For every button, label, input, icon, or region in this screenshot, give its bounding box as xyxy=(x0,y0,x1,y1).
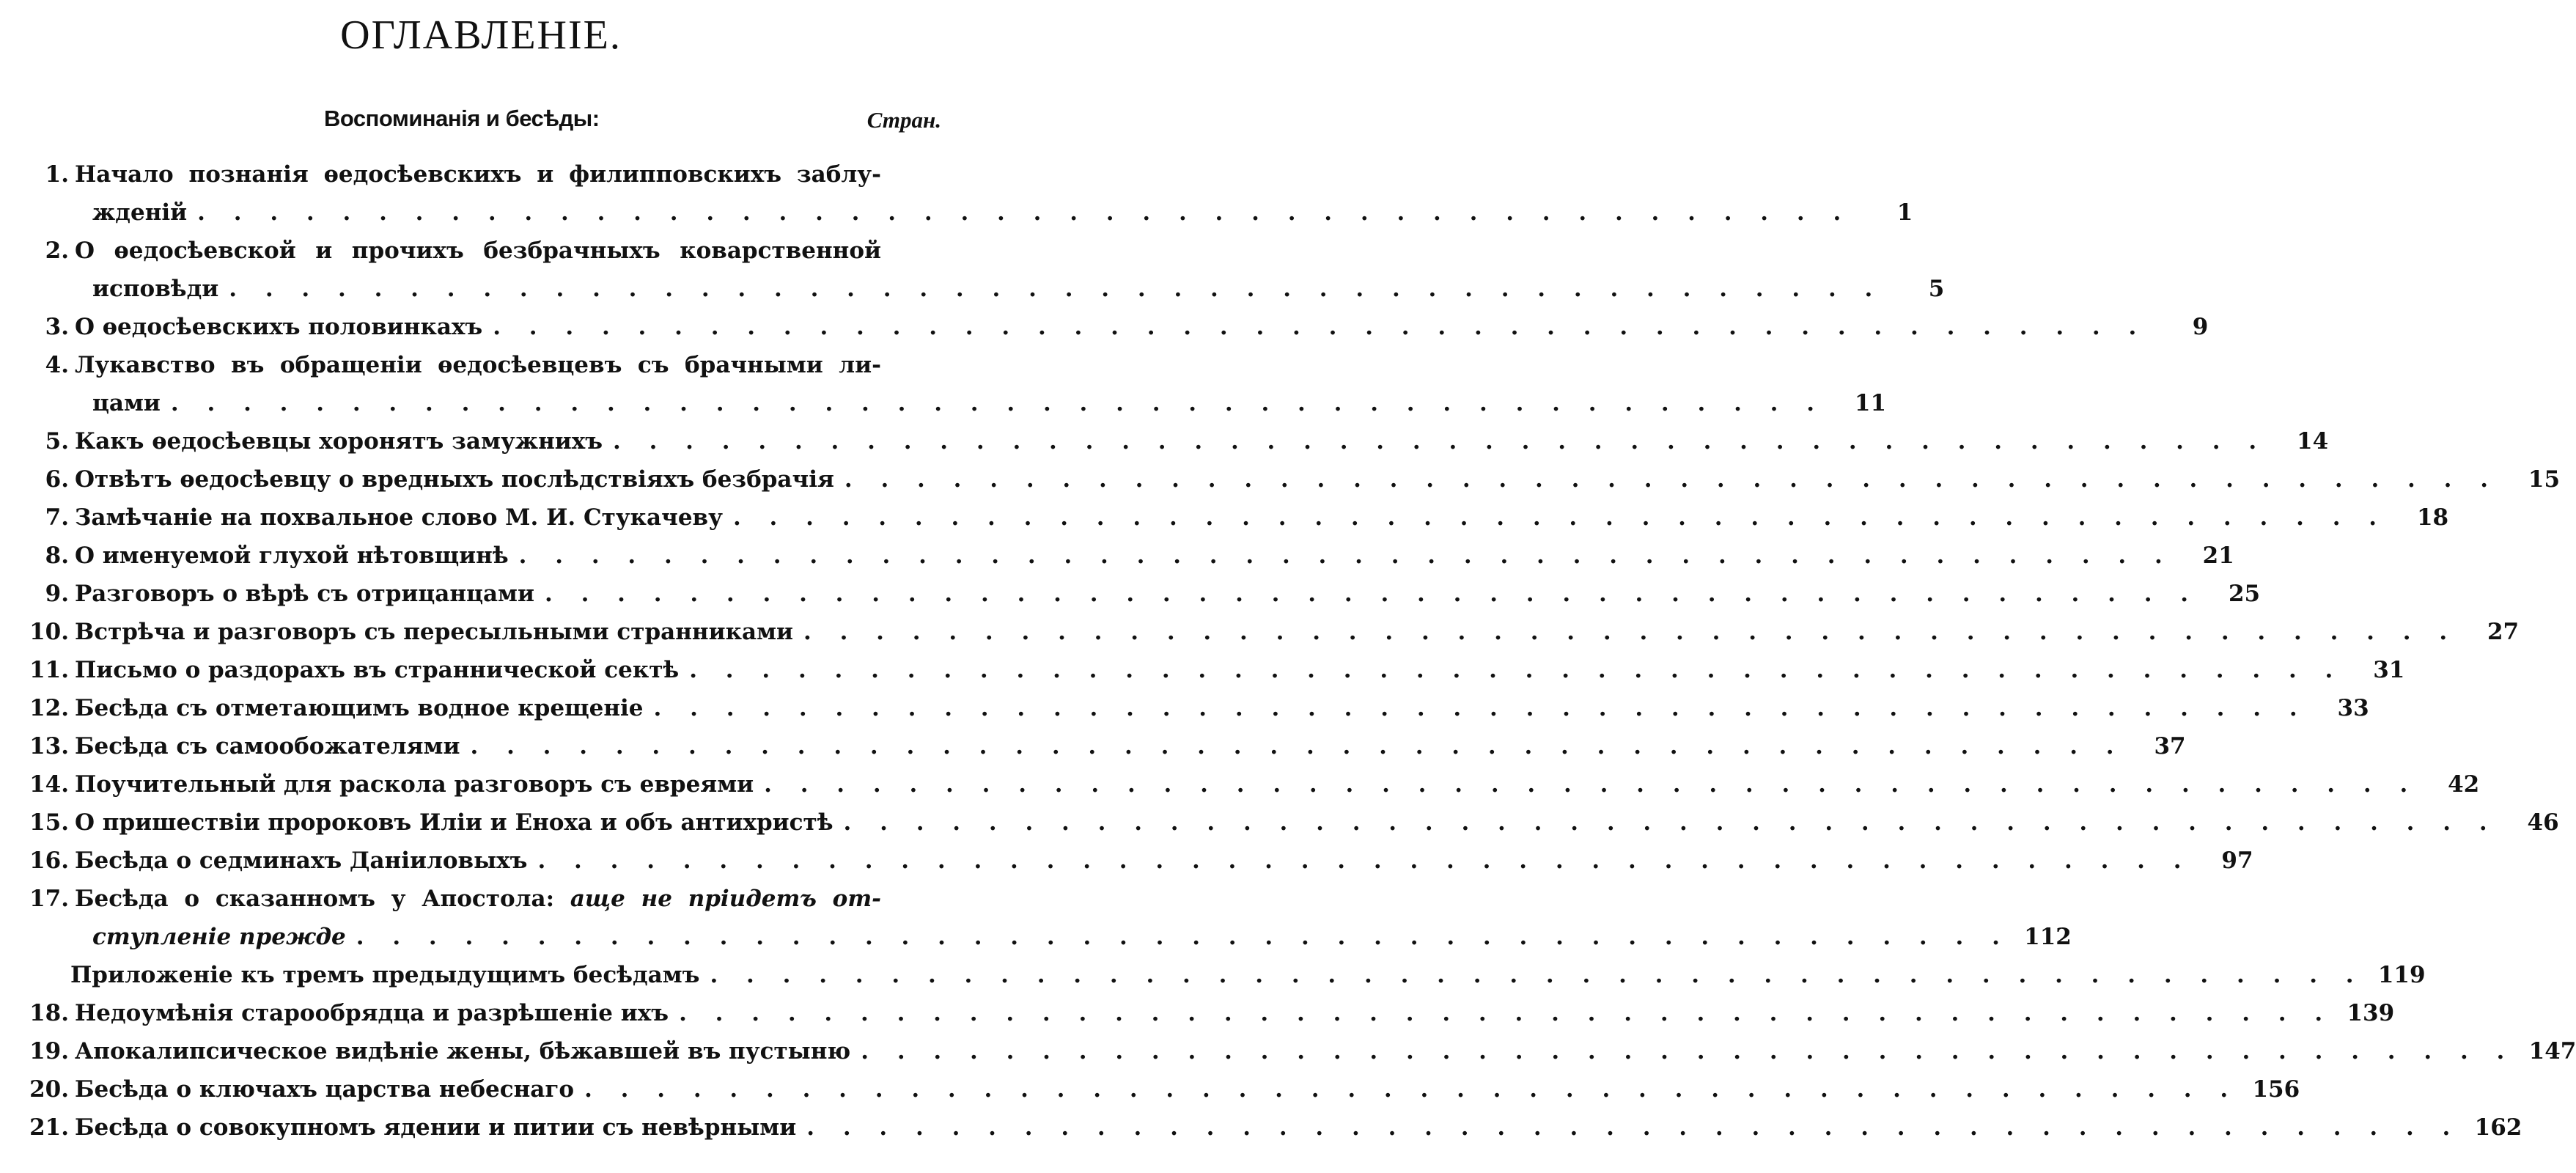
entry-title xyxy=(75,499,723,537)
toc-leader-line xyxy=(75,460,2561,499)
toc-leader-line xyxy=(75,1108,2522,1147)
page-column-label: Стран. xyxy=(866,107,941,133)
entry-number: 11. xyxy=(29,657,69,683)
entry-number: 7. xyxy=(45,504,69,531)
entry-title-text: Письмо о раздорахъ въ страннической сектѣ xyxy=(75,657,680,683)
dot-leader: . . . . . . . . . . . . . . . . . . . . . . . . . . . . . . . . . . . . . . . . . . . . . . xyxy=(470,733,2124,760)
toc-entry xyxy=(0,575,2261,613)
entry-title-line2: исповѣди xyxy=(92,276,219,302)
toc-leader-line xyxy=(75,1032,2576,1070)
toc-leader-line xyxy=(75,727,2186,765)
entry-title xyxy=(75,460,834,499)
entry-title-text: Поучительный для раскола разговоръ съ евреями xyxy=(75,771,754,798)
toc-entry xyxy=(0,308,2209,346)
dot-leader: . . . . . . . . . . . . . . . . . . . . . . . . . . . . . . . . . . . . . . . . . . . . . . xyxy=(679,1000,2333,1026)
entry-number: 12. xyxy=(29,695,69,721)
dot-leader: . . . . . . . . . . . . . . . . . . . . . . . . . . . . . . . . . . . . . . . . . . . . . . xyxy=(844,466,2499,493)
toc-entry xyxy=(0,842,2253,880)
toc-entry xyxy=(0,765,2480,804)
page-number: 21 xyxy=(2202,543,2234,569)
dot-leader: . . . . . . . . . . . . . . . . . . . . . . . . . . . . . . . . . . . . . . . . . . . . . . xyxy=(518,543,2173,569)
dot-leader: . . . . . . . . . . . . . . . . . . . . . . . . . . . . . . . . . . . . . . . . . . . . . . xyxy=(861,1038,2515,1064)
entry-number: 17. xyxy=(29,886,69,912)
toc-entry xyxy=(0,1108,2522,1147)
dot-leader: . . . . . . . . . . . . . . . . . . . . . . . . . . . . . . . . . . . . . . . . . . . . . . xyxy=(537,847,2192,874)
entry-title-text: Апокалипсическое видѣніе жены, бѣжавшей въ пустыню xyxy=(75,1038,851,1064)
toc-entry xyxy=(0,155,1913,232)
page-number: 9 xyxy=(2192,314,2209,340)
toc-entry xyxy=(0,689,2369,727)
dot-leader: . . . . . . . . . . . . . . . . . . . . . . . . . . . . . . . . . . . . . . . . . . . . . . xyxy=(732,504,2388,531)
toc-entry xyxy=(0,880,2072,956)
page-number: 25 xyxy=(2228,581,2261,607)
entry-number: 2. xyxy=(45,238,69,264)
entry-title xyxy=(75,804,833,842)
toc-leader-line xyxy=(75,651,2405,689)
toc-entry xyxy=(0,346,1887,422)
entry-title xyxy=(75,765,754,804)
toc-entry xyxy=(0,727,2186,765)
toc-leader-line xyxy=(75,1070,2300,1108)
toc-leader-line xyxy=(70,956,2426,994)
entry-title-quote-cont: ступленіе прежде xyxy=(92,924,346,950)
entry-number: 15. xyxy=(29,809,69,836)
page-number: 156 xyxy=(2252,1076,2300,1103)
dot-leader: . . . . . . . . . . . . . . . . . . . . . . . . . . . . . . . . . . . . . . . . . . . . . . xyxy=(764,771,2418,798)
toc-entry xyxy=(0,613,2520,651)
entry-title xyxy=(92,918,346,956)
entry-title-text: Приложеніе къ тремъ предыдущимъ бесѣдамъ xyxy=(70,962,700,988)
entry-title xyxy=(75,689,644,727)
page-number: 147 xyxy=(2528,1038,2576,1064)
toc-entry xyxy=(0,1032,2576,1070)
toc-leader-line xyxy=(75,804,2559,842)
page-number: 1 xyxy=(1896,199,1913,226)
dot-leader: . . . . . . . . . . . . . . . . . . . . . . . . . . . . . . . . . . . . . . . . . . . . . . xyxy=(843,809,2498,836)
toc-leader-line xyxy=(92,270,1945,308)
page-number: 46 xyxy=(2527,809,2559,836)
entry-title-line2: цами xyxy=(92,390,161,416)
entry-title xyxy=(75,1108,796,1147)
entry-number: 18. xyxy=(29,1000,69,1026)
entry-title-text: Бесѣда съ отметающимъ водное крещеніе xyxy=(75,695,644,721)
toc-leader-line xyxy=(75,575,2261,613)
toc-leader-line xyxy=(75,689,2369,727)
entry-title xyxy=(92,270,218,308)
toc-leader-line xyxy=(75,537,2234,575)
entry-number: 6. xyxy=(45,466,69,493)
entry-title-text: Бесѣда о совокупномъ ядении и питии съ невѣрными xyxy=(75,1114,797,1141)
page-number: 119 xyxy=(2377,962,2426,988)
page-number: 139 xyxy=(2347,1000,2395,1026)
entry-title-text: Разговоръ о вѣрѣ съ отрицанцами xyxy=(75,581,534,607)
dot-leader: . . . . . . . . . . . . . . . . . . . . . . . . . . . . . . . . . . . . . . . . . . . . . . xyxy=(613,428,2267,455)
page-number: 27 xyxy=(2487,619,2520,645)
page-number: 112 xyxy=(2024,924,2072,950)
toc-leader-line xyxy=(75,765,2480,804)
page-number: 15 xyxy=(2528,466,2561,493)
dot-leader: . . . . . . . . . . . . . . . . . . . . . . . . . . . . . . . . . . . . . . . . . . . . . . xyxy=(493,314,2147,340)
toc-leader-line xyxy=(75,613,2520,651)
toc-entry xyxy=(0,651,2405,689)
page-number: 33 xyxy=(2337,695,2369,721)
page-number: 11 xyxy=(1854,390,1887,416)
toc-entry xyxy=(0,460,2561,499)
entry-number: 14. xyxy=(29,771,69,798)
toc-entry xyxy=(0,994,2395,1032)
entry-title-text: Отвѣтъ ѳедосѣевцу о вредныхъ послѣдствіяхъ безбрачія xyxy=(75,466,834,493)
page-number: 18 xyxy=(2416,504,2449,531)
entry-title xyxy=(92,194,187,232)
toc-entry xyxy=(0,232,1945,308)
entry-title-text: Недоумѣнія старообрядца и разрѣшеніе ихъ xyxy=(75,1000,669,1026)
entry-title-line1: Лукавство въ обращеніи ѳедосѣевцевъ съ брачными ли- xyxy=(75,352,881,378)
entry-number: 9. xyxy=(45,581,69,607)
entry-title-quote: аще не пріидетъ от- xyxy=(570,886,881,912)
page-number: 37 xyxy=(2154,733,2186,760)
entry-number: 19. xyxy=(29,1038,69,1064)
entry-title-plain: Бесѣда о сказанномъ у Апостола: xyxy=(75,886,570,912)
page-number: 31 xyxy=(2373,657,2405,683)
dot-leader: . . . . . . . . . . . . . . . . . . . . . . . . . . . . . . . . . . . . . . . . . . . . . . xyxy=(356,924,2010,950)
entry-title xyxy=(75,727,460,765)
entry-title-text: Встрѣча и разговоръ съ пересыльными странниками xyxy=(75,619,793,645)
entry-number: 1. xyxy=(45,161,69,188)
page-number: 42 xyxy=(2448,771,2480,798)
section-title: Воспоминанія и бесѣды: xyxy=(324,106,600,131)
entry-title xyxy=(75,613,793,651)
entry-title xyxy=(75,537,509,575)
entry-number: 4. xyxy=(45,352,69,378)
page-title: ОГЛАВЛЕНІЕ. xyxy=(340,12,622,58)
page-number: 97 xyxy=(2221,847,2253,874)
toc-leader-line xyxy=(75,842,2253,880)
entry-title xyxy=(92,384,161,422)
entry-title xyxy=(75,651,679,689)
dot-leader: . . . . . . . . . . . . . . . . . . . . . . . . . . . . . . . . . . . . . . . . . . . . . . xyxy=(653,695,2308,721)
toc-entry xyxy=(0,537,2234,575)
entry-title xyxy=(75,1032,850,1070)
entry-title-text: Бесѣда съ самообожателями xyxy=(75,733,460,760)
entry-title xyxy=(75,842,527,880)
entry-title xyxy=(75,308,482,346)
table-of-contents xyxy=(0,155,2576,1147)
page-number: 5 xyxy=(1928,276,1945,302)
entry-number: 3. xyxy=(45,314,69,340)
dot-leader: . . . . . . . . . . . . . . . . . . . . . . . . . . . . . . . . . . . . . . . . . . . . . . xyxy=(710,962,2364,988)
dot-leader: . . . . . . . . . . . . . . . . . . . . . . . . . . . . . . . . . . . . . . . . . . . . . . xyxy=(806,1114,2461,1141)
toc-leader-line xyxy=(92,918,2072,956)
entry-title xyxy=(75,575,534,613)
toc-leader-line xyxy=(75,422,2329,460)
entry-title-line2: жденій xyxy=(92,199,188,226)
entry-number: 16. xyxy=(29,847,69,874)
dot-leader: . . . . . . . . . . . . . . . . . . . . . . . . . . . . . . . . . . . . . . . . . . . . . . xyxy=(584,1076,2239,1103)
toc-entry xyxy=(0,804,2559,842)
dot-leader: . . . . . . . . . . . . . . . . . . . . . . . . . . . . . . . . . . . . . . . . . . . . . . xyxy=(803,619,2458,645)
entry-title-line1 xyxy=(75,880,881,918)
entry-title-line1: Начало познанія ѳедосѣевскихъ и филипповскихъ заблу- xyxy=(75,161,881,188)
dot-leader: . . . . . . . . . . . . . . . . . . . . . . . . . . . . . . . . . . . . . . . . . . . . . . xyxy=(229,276,1883,302)
entry-title-text: Какъ ѳедосѣевцы хоронятъ замужнихъ xyxy=(75,428,603,455)
entry-title-text: О ѳедосѣевскихъ половинкахъ xyxy=(75,314,483,340)
entry-number: 20. xyxy=(29,1076,69,1103)
entry-number: 10. xyxy=(29,619,69,645)
entry-title-text: О именуемой глухой нѣтовщинѣ xyxy=(75,543,509,569)
dot-leader: . . . . . . . . . . . . . . . . . . . . . . . . . . . . . . . . . . . . . . . . . . . . . . xyxy=(689,657,2344,683)
toc-entry xyxy=(0,422,2329,460)
entry-title xyxy=(75,994,669,1032)
entry-title xyxy=(75,1070,574,1108)
toc-entry xyxy=(0,1070,2300,1108)
dot-leader: . . . . . . . . . . . . . . . . . . . . . . . . . . . . . . . . . . . . . . . . . . . . . . xyxy=(544,581,2199,607)
toc-leader-line xyxy=(75,499,2449,537)
toc-leader-line xyxy=(92,194,1913,232)
entry-title-text: О пришествіи пророковъ Иліи и Еноха и объ антихристѣ xyxy=(75,809,833,836)
section-header xyxy=(0,103,962,144)
entry-title xyxy=(70,956,699,994)
entry-number: 8. xyxy=(45,543,69,569)
entry-title-line1: О ѳедосѣевской и прочихъ безбрачныхъ коварственной xyxy=(75,238,881,264)
entry-title-text: Бесѣда о седминахъ Даніиловыхъ xyxy=(75,847,528,874)
toc-leader-line xyxy=(75,994,2395,1032)
dot-leader: . . . . . . . . . . . . . . . . . . . . . . . . . . . . . . . . . . . . . . . . . . . . . . xyxy=(197,199,1852,226)
entry-number: 21. xyxy=(29,1114,69,1141)
toc-leader-line xyxy=(92,384,1887,422)
entry-number: 5. xyxy=(45,428,69,455)
dot-leader: . . . . . . . . . . . . . . . . . . . . . . . . . . . . . . . . . . . . . . . . . . . . . . xyxy=(170,390,1825,416)
toc-entry xyxy=(0,499,2449,537)
page-number: 162 xyxy=(2474,1114,2522,1141)
toc-entry xyxy=(0,956,2426,994)
toc-leader-line xyxy=(75,308,2209,346)
entry-title-text: Бесѣда о ключахъ царства небеснаго xyxy=(75,1076,575,1103)
entry-number: 13. xyxy=(29,733,69,760)
entry-title xyxy=(75,422,603,460)
entry-title-text: Замѣчаніе на похвальное слово М. И. Стукачеву xyxy=(75,504,723,531)
page-number: 14 xyxy=(2297,428,2329,455)
